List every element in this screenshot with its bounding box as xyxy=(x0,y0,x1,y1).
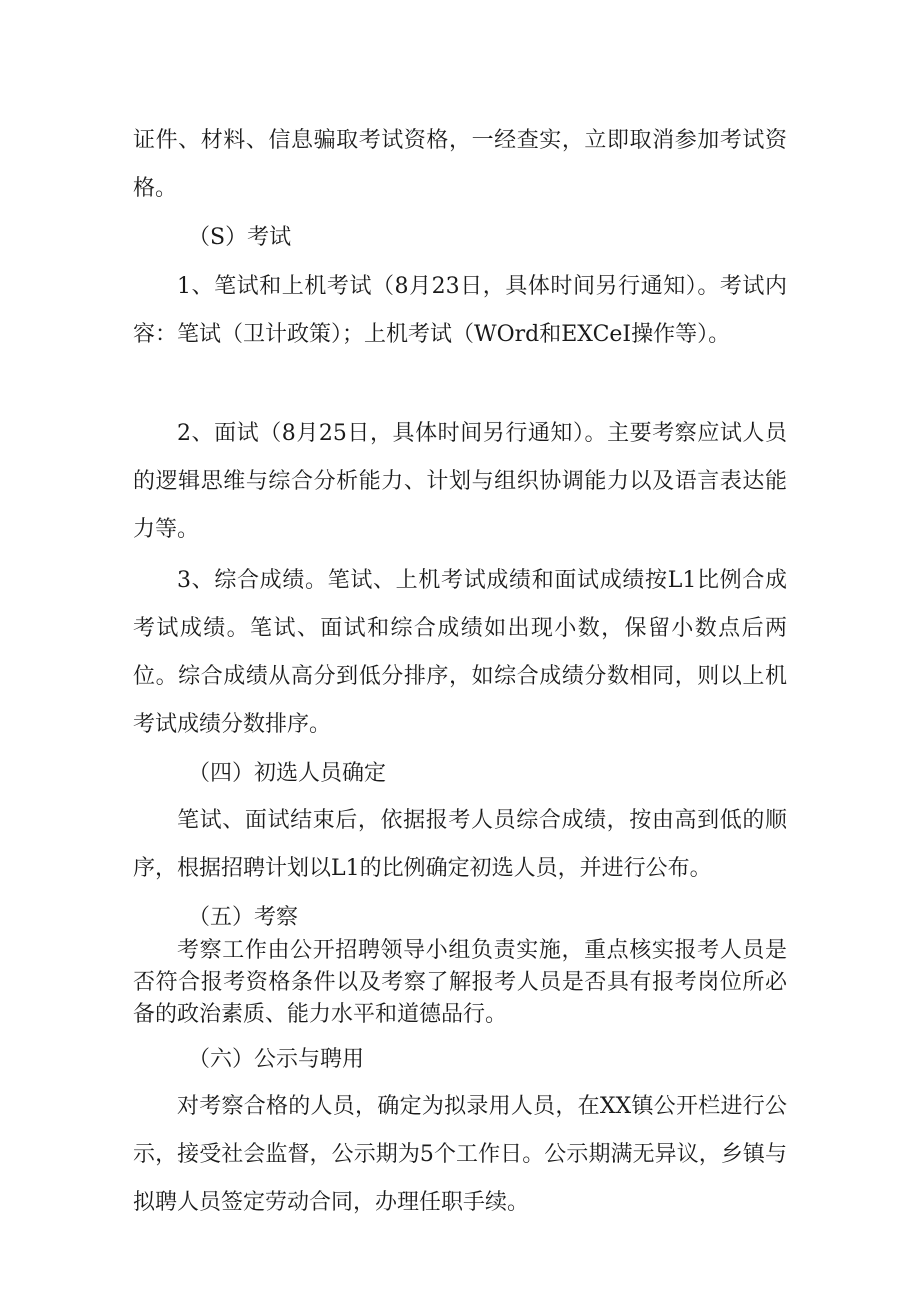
paragraph-publicity: 对考察合格的人员，确定为拟录用人员，在XX镇公开栏进行公示，接受社会监督，公示期为5个工作日。公示期满无异议，乡镇与拟聘人员签定劳动合同，办理任职手续。 xyxy=(133,1094,787,1215)
heading-initial-selection: （四）初选人员确定 xyxy=(188,761,387,786)
paragraph-exam-2: 2、面试（8月25日，具体时间另行通知）。主要考察应试人员的逻辑思维与综合分析能力、计划与组织协调能力以及语言表达能力等。 xyxy=(133,421,787,542)
heading-publicity: （六）公示与聘用 xyxy=(188,1047,365,1072)
paragraph-intro: 证件、材料、信息骗取考试资格，一经查实，立即取消参加考试资格。 xyxy=(133,128,787,201)
heading-exam: （S）考试 xyxy=(188,225,292,250)
paragraph-initial-selection: 笔试、面试结束后，依据报考人员综合成绩，按由高到低的顺序，根据招聘计划以L1的比例确定初选人员，并进行公布。 xyxy=(133,808,787,881)
heading-inspection: （五）考察 xyxy=(188,905,299,930)
paragraph-exam-1: 1、笔试和上机考试（8月23日，具体时间另行通知）。考试内容：笔试（卫计政策）；上机考试（WOrd和EXCeI操作等）。 xyxy=(133,274,787,347)
paragraph-inspection: 考察工作由公开招聘领导小组负责实施，重点核实报考人员是否符合报考资格条件以及考察了解报考人员是否具有报考岗位所必备的政治素质、能力水平和道德品行。 xyxy=(133,938,787,1027)
paragraph-exam-3: 3、综合成绩。笔试、上机考试成绩和面试成绩按L1比例合成考试成绩。笔试、面试和综合成绩如出现小数，保留小数点后两位。综合成绩从高分到低分排序，如综合成绩分数相同，则以上机考试成绩分数排序。 xyxy=(133,568,787,737)
